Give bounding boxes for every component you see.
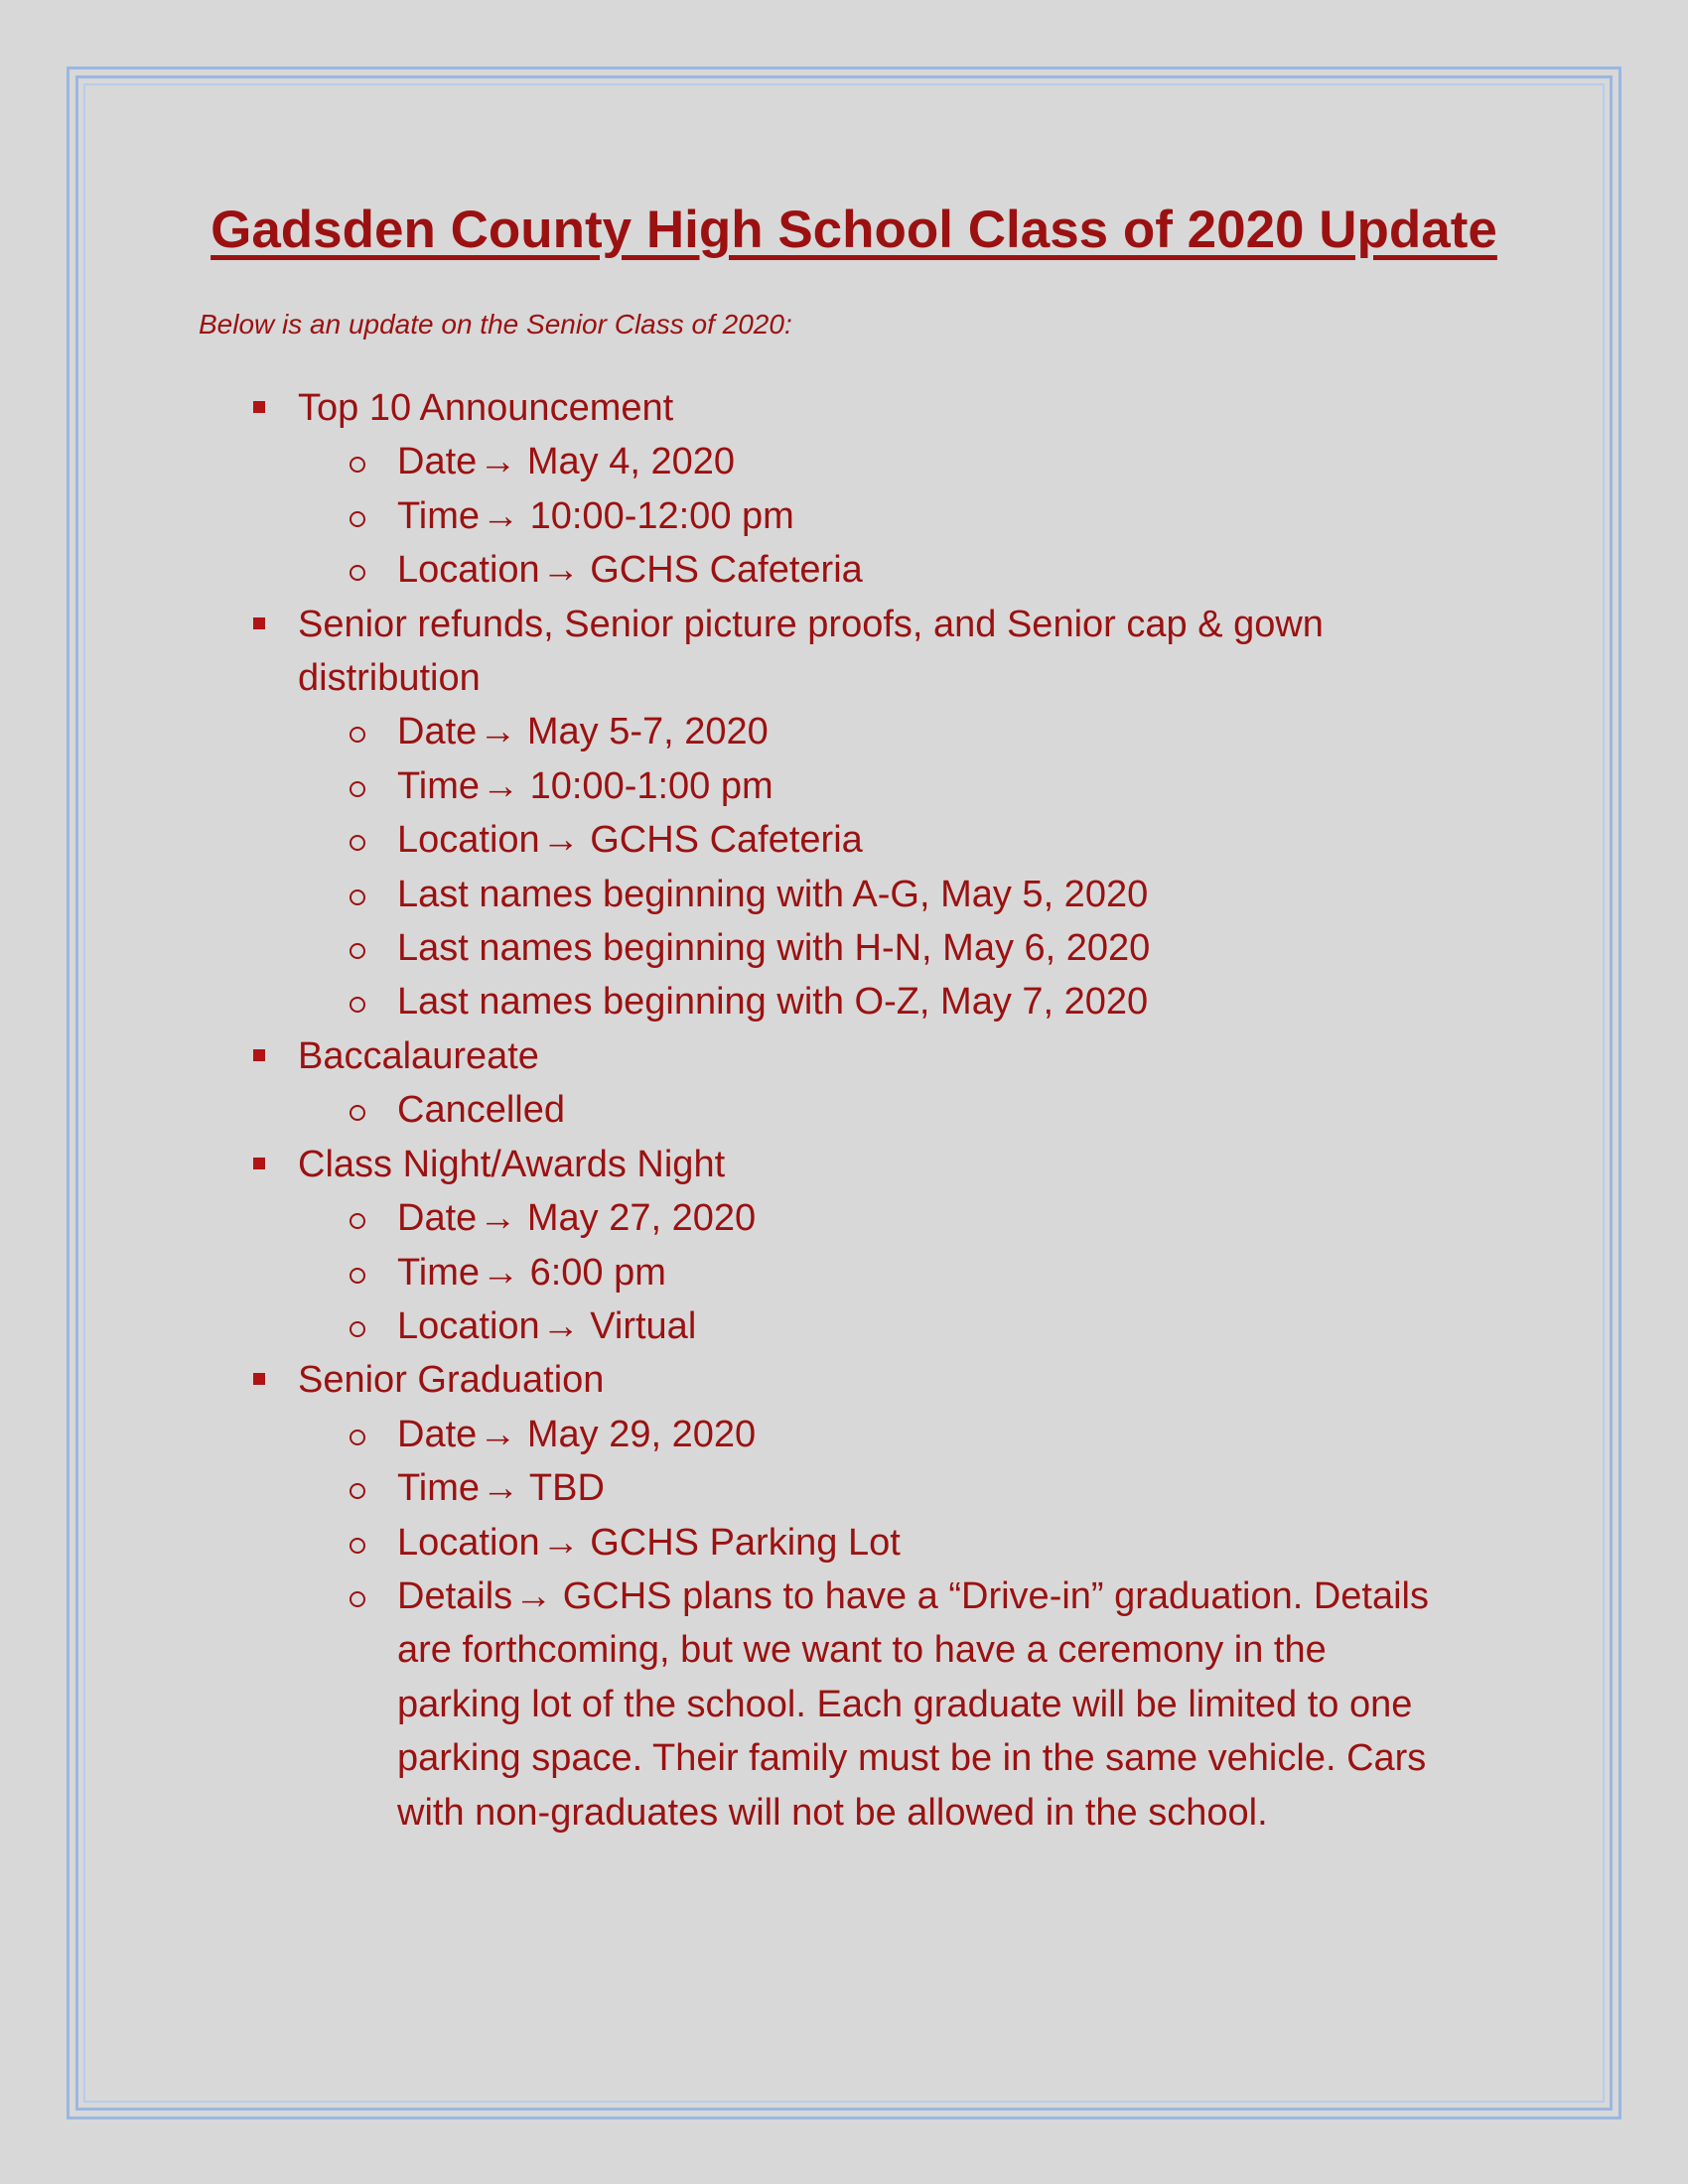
item-label: Date: [397, 1413, 478, 1455]
sub-list: [298, 705, 1509, 1028]
arrow-icon: →: [479, 1197, 517, 1240]
arrow-icon: →: [514, 1574, 553, 1617]
item-text: Last names beginning with A-G, May 5, 2020: [397, 873, 1149, 915]
item-value: GCHS Cafeteria: [590, 819, 863, 862]
circle-bullet-icon: [350, 511, 365, 527]
list-item: [199, 1353, 1509, 1840]
arrow-icon: →: [479, 711, 517, 753]
circle-bullet-icon: [350, 727, 365, 743]
item-value: GCHS Parking Lot: [590, 1521, 901, 1564]
sub-list-item: [298, 759, 1509, 813]
square-bullet-icon: [253, 401, 265, 413]
sub-list-item: [298, 813, 1509, 867]
circle-bullet-icon: [350, 1213, 365, 1229]
circle-bullet-icon: [350, 1430, 365, 1445]
arrow-icon: →: [482, 494, 520, 537]
item-label: Time: [397, 764, 481, 807]
item-value: 10:00-12:00 pm: [529, 494, 794, 537]
arrow-icon: →: [482, 1467, 520, 1510]
sub-list-item: [298, 868, 1509, 921]
sub-list-item: [298, 705, 1509, 758]
arrow-icon: →: [482, 764, 520, 807]
sub-list-item: [298, 489, 1509, 543]
item-value: GCHS Cafeteria: [590, 549, 863, 592]
item-label: Date: [397, 441, 478, 483]
circle-bullet-icon: [350, 1105, 365, 1121]
arrow-icon: →: [541, 549, 580, 592]
item-label: Time: [397, 494, 481, 537]
circle-bullet-icon: [350, 943, 365, 959]
item-value: TBD: [528, 1467, 605, 1510]
square-bullet-icon: [253, 1373, 265, 1385]
circle-bullet-icon: [350, 835, 365, 851]
section-heading: Class Night/Awards Night: [298, 1143, 726, 1185]
circle-bullet-icon: [350, 781, 365, 797]
sub-list-item: [298, 543, 1509, 597]
item-value: Virtual: [590, 1304, 697, 1347]
circle-bullet-icon: [350, 565, 365, 581]
square-bullet-icon: [253, 1049, 265, 1061]
sub-list: [298, 1191, 1509, 1353]
circle-bullet-icon: [350, 1538, 365, 1554]
item-label: Time: [397, 1467, 481, 1510]
arrow-icon: →: [482, 1251, 520, 1294]
sub-list-item: [298, 1246, 1509, 1299]
sub-list-item: [298, 1191, 1509, 1245]
circle-bullet-icon: [350, 457, 365, 473]
item-label: Location: [397, 1521, 540, 1564]
arrow-icon: →: [541, 1521, 580, 1564]
sub-list-item: [298, 975, 1509, 1028]
arrow-icon: →: [479, 1413, 517, 1455]
sub-list-item: [298, 1299, 1509, 1353]
circle-bullet-icon: [350, 1268, 365, 1284]
item-label: Location: [397, 1304, 540, 1347]
list-item: [199, 1138, 1509, 1354]
circle-bullet-icon: [350, 1483, 365, 1499]
intro-text: Below is an update on the Senior Class of 2020:: [199, 309, 792, 340]
sub-list: [298, 1083, 1509, 1137]
sub-list-item: [298, 1516, 1509, 1570]
item-label: Date: [397, 1197, 478, 1240]
section-heading: Senior refunds, Senior picture proofs, and Senior cap & gown distribution: [298, 603, 1324, 700]
sub-list-item: [298, 435, 1509, 488]
item-value: May 29, 2020: [526, 1413, 757, 1455]
item-value: 6:00 pm: [529, 1251, 666, 1294]
item-text: Last names beginning with O-Z, May 7, 2020: [397, 981, 1149, 1024]
sub-list-item: [298, 1083, 1509, 1137]
section-heading: Top 10 Announcement: [298, 387, 674, 429]
item-text: Last names beginning with H-N, May 6, 2020: [397, 927, 1151, 970]
item-value: GCHS plans to have a “Drive-in” graduation. Details are forthcoming, but we want to have a ceremony in the parking lot of the school. Each graduate will be limited to one parking space. Their family must be in the same vehicle. Cars with non-graduates will not be allowed in the school.: [397, 1574, 1429, 1834]
circle-bullet-icon: [350, 889, 365, 905]
list-item: [199, 381, 1509, 598]
list-item: [199, 1029, 1509, 1138]
item-label: Date: [397, 711, 478, 753]
square-bullet-icon: [253, 1158, 265, 1169]
sub-list-item: [298, 1408, 1509, 1461]
item-label: Location: [397, 819, 540, 862]
square-bullet-icon: [253, 617, 265, 629]
item-label: Time: [397, 1251, 481, 1294]
sub-list-item: [298, 1570, 1450, 1840]
sub-list-item: [298, 921, 1509, 975]
circle-bullet-icon: [350, 997, 365, 1013]
item-value: May 27, 2020: [526, 1197, 757, 1240]
item-label: Location: [397, 549, 540, 592]
item-label: Details: [397, 1574, 513, 1617]
item-value: May 5-7, 2020: [526, 711, 769, 753]
document-body: [199, 199, 1509, 1840]
sub-list-item: [298, 1461, 1509, 1515]
item-value: May 4, 2020: [526, 441, 735, 483]
sub-list: [298, 435, 1509, 597]
circle-bullet-icon: [350, 1591, 365, 1607]
arrow-icon: →: [541, 1304, 580, 1347]
item-value: 10:00-1:00 pm: [529, 764, 774, 807]
circle-bullet-icon: [350, 1321, 365, 1337]
arrow-icon: →: [479, 441, 517, 483]
arrow-icon: →: [541, 819, 580, 862]
sub-list: [298, 1408, 1509, 1840]
update-list: [199, 381, 1509, 1840]
section-heading: Baccalaureate: [298, 1034, 539, 1077]
page-title: Gadsden County High School Class of 2020 Update: [211, 201, 1497, 259]
section-heading: Senior Graduation: [298, 1359, 605, 1402]
list-item: [199, 598, 1509, 1029]
item-text: Cancelled: [397, 1089, 565, 1132]
